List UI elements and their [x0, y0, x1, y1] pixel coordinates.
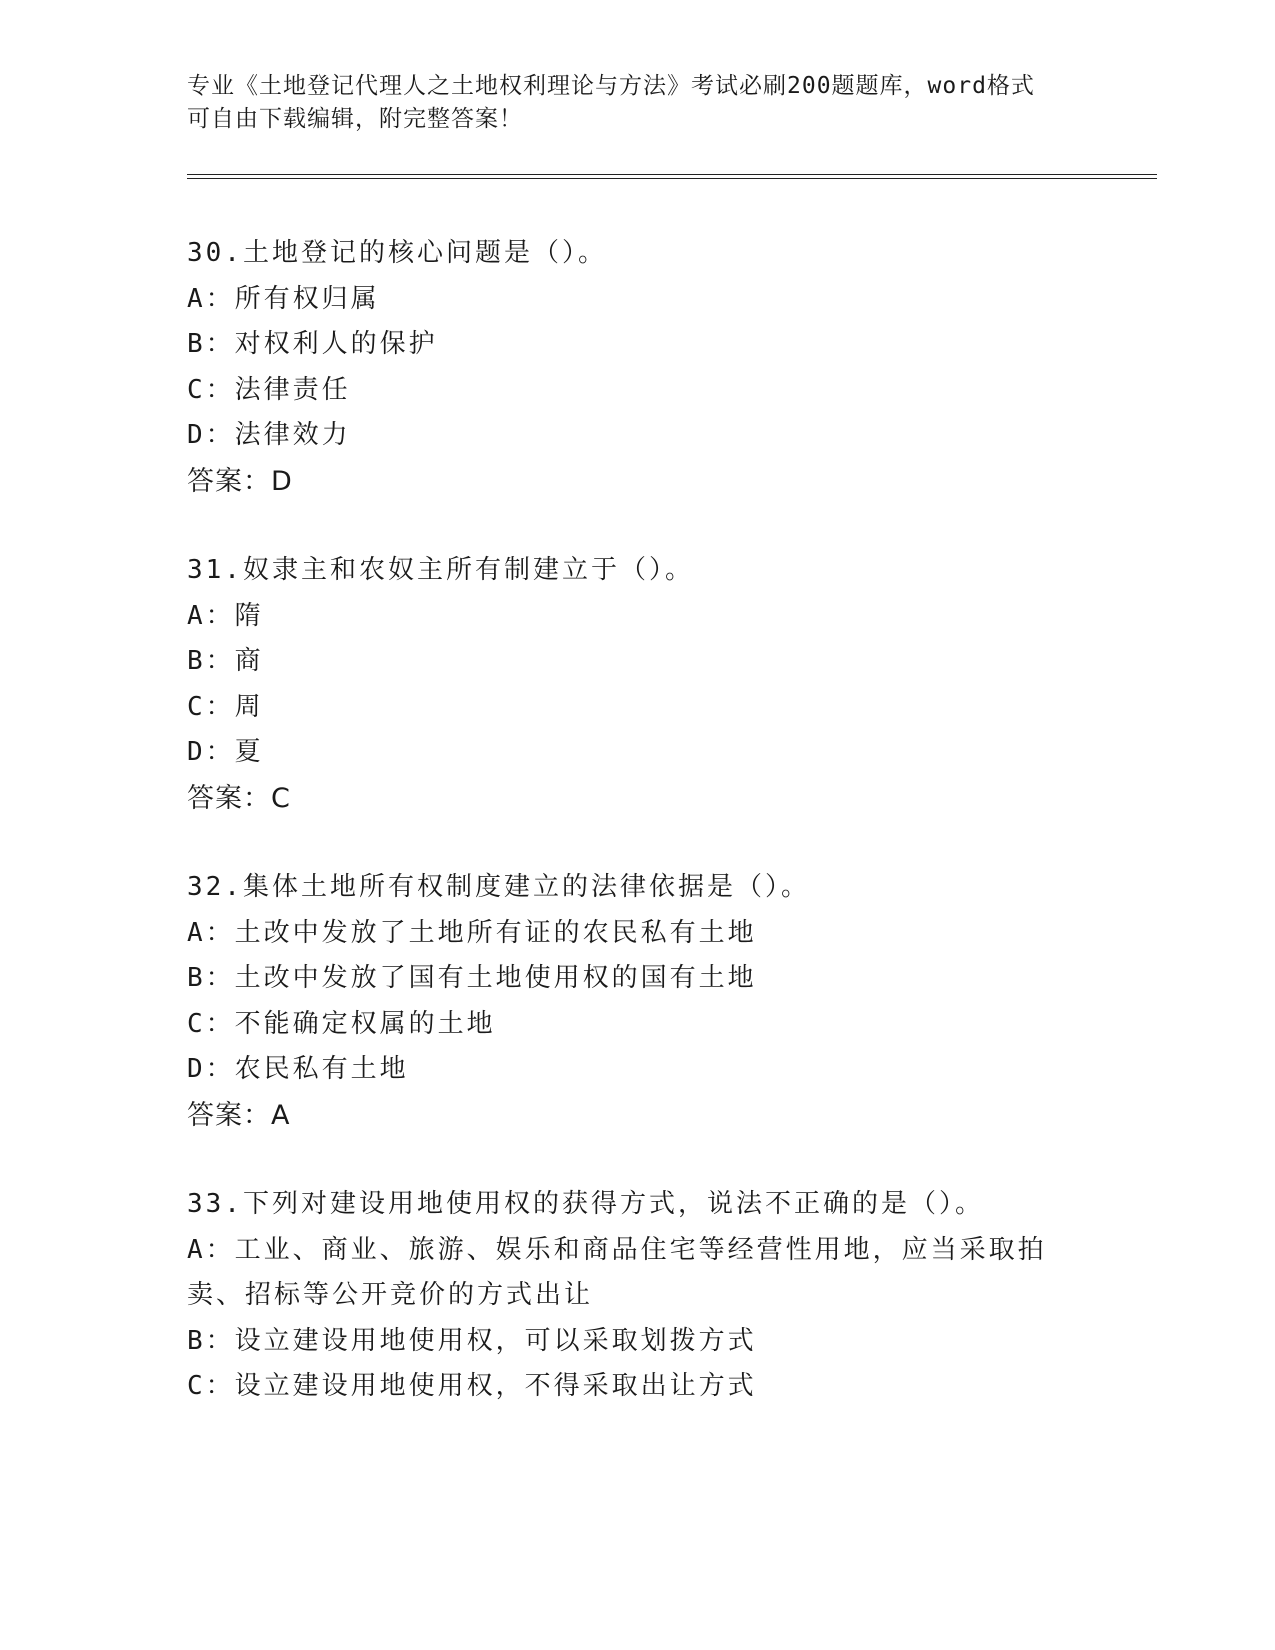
option-c: C：设立建设用地使用权，不得采取出让方式: [187, 1371, 757, 1401]
question-stem: 31.奴隶主和农奴主所有制建立于（）。: [187, 555, 694, 585]
option-a: A：所有权归属: [187, 283, 380, 314]
option-a: A：工业、商业、旅游、娱乐和商品住宅等经营性用地，应当采取拍卖、招标等公开竞价的方式出让: [187, 1234, 1047, 1310]
answer-key: 答案：D: [187, 465, 293, 497]
question-stem: 33.下列对建设用地使用权的获得方式，说法不正确的是（）。: [187, 1189, 984, 1219]
question-32: [187, 865, 1157, 1138]
option-c: C：不能确定权属的土地: [187, 1008, 496, 1039]
question-33: [187, 1182, 1157, 1410]
option-a: A：土改中发放了土地所有证的农民私有土地: [187, 917, 757, 948]
option-b: B：商: [187, 646, 264, 676]
document-page: [187, 70, 1157, 1454]
question-30: [187, 231, 1157, 504]
option-c: C：周: [187, 691, 264, 722]
option-b: B：土改中发放了国有土地使用权的国有土地: [187, 963, 757, 993]
option-b: B：对权利人的保护: [187, 329, 438, 359]
option-d: D：法律效力: [187, 420, 351, 450]
double-divider: [187, 174, 1157, 179]
option-b: B：设立建设用地使用权，可以采取划拨方式: [187, 1325, 757, 1356]
option-c: C：法律责任: [187, 374, 351, 405]
question-31: [187, 548, 1157, 821]
question-list: [187, 231, 1157, 1410]
question-stem: 30.土地登记的核心问题是（）。: [187, 238, 607, 268]
document-title-line-1: 专业《土地登记代理人之土地权利理论与方法》考试必刷200题题库，word格式: [187, 73, 1035, 99]
document-title-line-2: 可自由下载编辑，附完整答案！: [187, 106, 523, 132]
answer-key: 答案：A: [187, 1099, 291, 1131]
option-a: A：隋: [187, 600, 264, 631]
question-stem: 32.集体土地所有权制度建立的法律依据是（）。: [187, 872, 810, 902]
option-d: D：农民私有土地: [187, 1054, 409, 1084]
option-d: D：夏: [187, 737, 264, 767]
answer-key: 答案：C: [187, 782, 291, 814]
